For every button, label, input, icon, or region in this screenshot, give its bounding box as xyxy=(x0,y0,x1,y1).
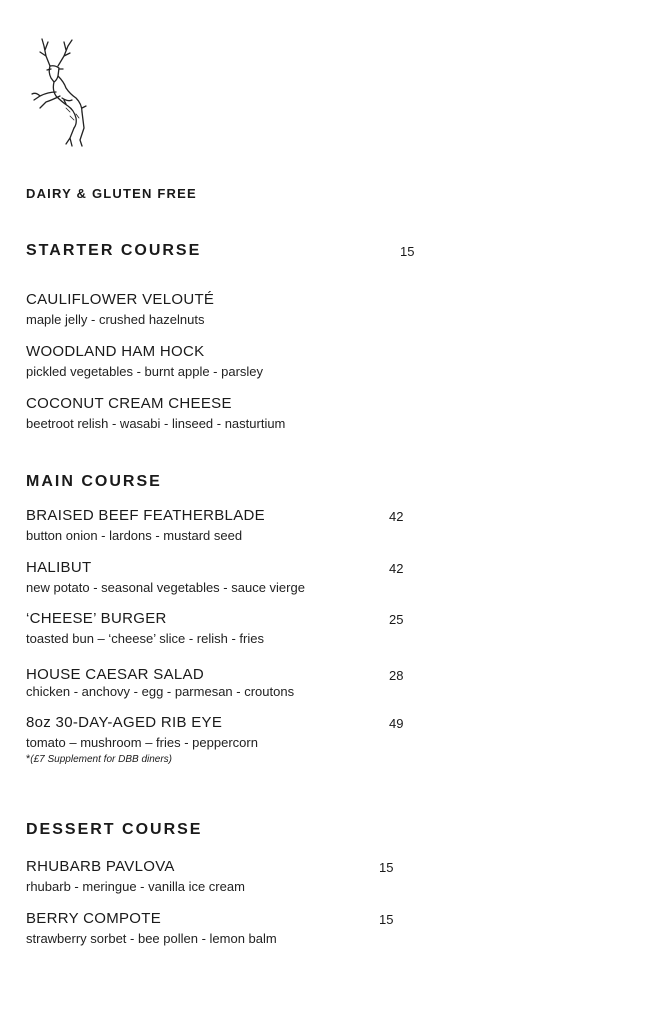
supplement-note xyxy=(26,753,172,765)
dish-name: ‘CHEESE’ BURGER xyxy=(26,610,167,627)
dish-name: HALIBUT xyxy=(26,559,92,576)
dish-price: 42 xyxy=(389,509,404,524)
dish-name: RHUBARB PAVLOVA xyxy=(26,858,175,875)
dish-description: tomato – mushroom – fries - peppercorn xyxy=(26,735,258,750)
dish-price: 28 xyxy=(389,668,404,683)
main-course-title: MAIN COURSE xyxy=(26,473,162,490)
dish-description: strawberry sorbet - bee pollen - lemon balm xyxy=(26,931,277,946)
dish-description: new potato - seasonal vegetables - sauce vierge xyxy=(26,580,305,595)
dish-description: chicken - anchovy - egg - parmesan - croutons xyxy=(26,684,295,699)
note-text: (£7 Supplement for DBB diners) xyxy=(30,754,173,765)
dish-name: BERRY COMPOTE xyxy=(26,910,162,927)
dish-name: HOUSE CAESAR SALAD xyxy=(26,666,204,683)
dish-name: CAULIFLOWER VELOUTÉ xyxy=(26,291,215,308)
dish-price: 49 xyxy=(389,716,404,731)
starter-course-title: STARTER COURSE xyxy=(26,242,202,259)
dish-description: beetroot relish - wasabi - linseed - nasturtium xyxy=(26,416,286,431)
dish-price: 25 xyxy=(389,612,404,627)
dessert-course-title: DESSERT COURSE xyxy=(26,821,203,838)
dish-description: maple jelly - crushed hazelnuts xyxy=(26,312,205,327)
starter-course-price: 15 xyxy=(400,244,415,259)
dish-name: BRAISED BEEF FEATHERBLADE xyxy=(26,507,265,524)
menu-subtitle: DAIRY & GLUTEN FREE xyxy=(26,186,197,201)
dish-description: button onion - lardons - mustard seed xyxy=(26,528,243,543)
stag-logo xyxy=(26,36,90,148)
dish-price: 15 xyxy=(379,912,394,927)
dish-description: toasted bun – ‘cheese’ slice - relish - fries xyxy=(26,631,264,646)
dish-price: 42 xyxy=(389,561,404,576)
dish-description: rhubarb - meringue - vanilla ice cream xyxy=(26,879,245,894)
dish-description: pickled vegetables - burnt apple - parsley xyxy=(26,364,264,379)
dish-price: 15 xyxy=(379,860,394,875)
note-asterisk: * xyxy=(26,753,31,765)
dish-name: COCONUT CREAM CHEESE xyxy=(26,395,232,412)
dish-name: 8oz 30-DAY-AGED RIB EYE xyxy=(26,714,223,731)
dish-name: WOODLAND HAM HOCK xyxy=(26,343,205,360)
